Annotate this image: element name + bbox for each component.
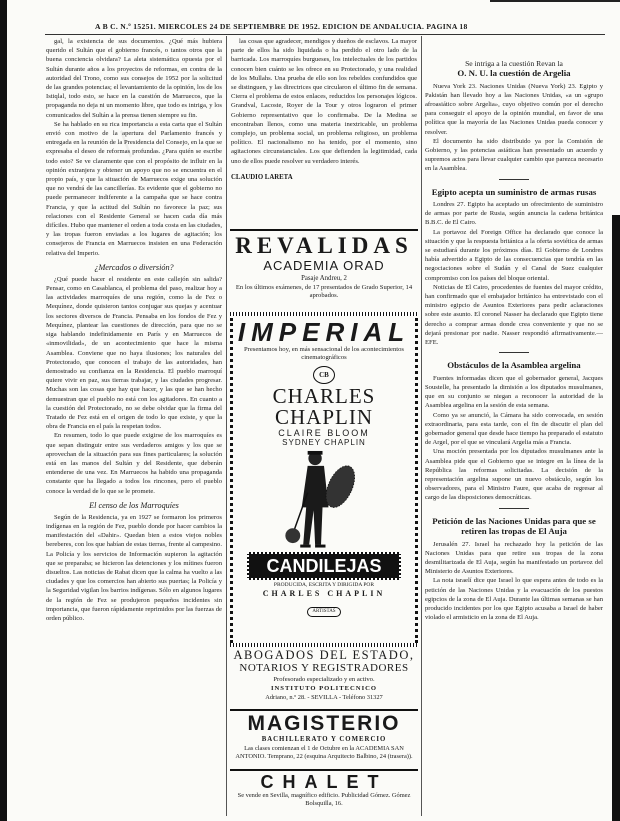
film-title: CANDILEJAS bbox=[247, 552, 401, 580]
middle-article bbox=[231, 37, 417, 225]
distributor-badge: ARTISTAS bbox=[307, 607, 340, 617]
paragraph: La portavoz del Foreign Office ha declarado que conoce la situación y que la respuesta británica a la oferta soviética de armas se estudiará durante los próximos días. El Gobierno de Londres había advertido a Egipto de las consecuencias que tendría en las negociaciones sobre el Sudán y el Canal de Suez cualquier compromiso con los países del bloque oriental. bbox=[425, 228, 603, 282]
paragraph: Se ha hablado en su rica importancia a esta carta que el Sultán envió con motivo de la apertura del Parlamento francés y entregada en la reunión de la Presidencia del Consejo, en la que se expresaba el deseo de reformas profundas. ¿Para quién se escribe todo esto? Se ve claramente que con el propósito de influir en la opinión extranjera y obtener un apoyo que no se encuentra en el propio país, y que la situación de Marruecos exige una solución que no vendrá de las cancillerías. Es evidente que el gobierno no puede permanecer indiferente a la campaña que se hace contra Francia, y que la actitud del Sultán no favorece la paz; sus relaciones con el Residente General se hacen cada día más difíciles. Hubo que mantener el orden a toda costa en las ciudades, y las tropas fueron enviadas a los lugares de agitación; los consejeros de Francia en Marruecos insisten en una Federación relativa del Imperio. bbox=[46, 120, 222, 257]
scan-edge-left bbox=[0, 0, 7, 821]
subheading: ¿Mercados o diversión? bbox=[94, 262, 174, 272]
scan-edge-right bbox=[612, 215, 620, 821]
credit-text: PRODUCIDA, ESCRITA Y DIRIGIDA POR bbox=[273, 582, 375, 588]
headline: Obstáculos de la Asamblea argelina bbox=[447, 360, 581, 371]
subheading: El censo de los Marroquíes bbox=[89, 500, 179, 510]
scan-edge-top bbox=[490, 0, 620, 2]
paragraph: Jerusalén 27. Israel ha rechazado hoy la petición de las Naciones Unidas para que retire sus tropas de la zona desmilitarizada de El Auja, según ha manifestado un portavoz del Ministerio de Asuntos Exteriores. bbox=[425, 540, 603, 576]
headline: Petición de las Naciones Unidas para que se retiren las tropas de El Auja bbox=[432, 515, 596, 537]
ad-address: Adriano, n.º 28. - SEVILLA - Teléfono 31327 bbox=[265, 694, 383, 701]
paragraph: Londres 27. Egipto ha aceptado un ofrecimiento de suministro de armas por parte de Rusia, según anuncia la cadena británica B.B.C. de El Cairo. bbox=[425, 201, 603, 227]
paragraph: las cosas que agradecer, mendigos y dueños de esclavos. La mayor parte de ellos ha sido liquidada o ha perdido el otro lado de la barricada. Los marroquíes burgueses, los intelectuales de los partidos conocen bien cuánto se les ofrece en su Protectorado, y una realidad de los Mullahs. Una prueba de ello son los rebeldes confundidos que se distinguen, y las directrices que circularon el último fin de semana. Cierra el problema de estos enlaces, reducidos los personajes lógicos. Grandval, Lacoste, Royer de la Tour y otros lograron el primer Gobierno representativo que lo confirmaba. De la Medina se encontraban llenos, como una materia inextricable, un problema complejo, un problema social, un problema religioso, un problema político. El nacionalismo no ha tenido, por el momento, sino agitaciones circunstanciales. Los que defienden la legitimidad, cada uno de ellos puede resolver su verdadero interés. bbox=[231, 38, 417, 165]
ad-abogados bbox=[230, 649, 418, 707]
masthead-rule bbox=[45, 34, 605, 35]
paragraph: Una moción presentada por los diputados musulmanes ante la Asamblea pide que el Gobierno que se integre en la línea de la República las reformas solicitadas. La decisión de la representación argelina supone un nuevo obstáculo, según los observadores, para el Ministro Faure, que acaba de regresar al cargo de las disposiciones democráticas. bbox=[425, 448, 603, 502]
kicker: Se intriga a la cuestión Revan la bbox=[465, 59, 563, 68]
separator bbox=[499, 179, 529, 180]
paragraph: Nueva York 23. Naciones Unidas (Nueva York) 23. Egipto y Pakistán han llevado hoy a las Naciones Unidas, «a un «grupo afroasiático sobre Argelia», cuyo objetivo común por el derecho para conseguir el apoyo de la opinión mundial, en favor de una política que la mayoría de las Naciones Unidas pueda conocer y resolver. bbox=[425, 82, 603, 136]
paragraph: Según de la Residencia, ya en 1927 se formaron los primeros indígenas en la región de Fez, pueblo donde por hacer cambios la manifestación del «Dahir». Quedan bien a estos viejos nobles bereberes, con los que habían de estas tierras, frente al campesino. La Policía y los servicios de Información supieron la agitación que se preparaba; se hicieron las detenciones y los mítines fueron disueltos. Las noticias de Rabat dicen que la calma ha vuelto a las ciudades y que los comercios han abierto sus puertas; la Policía y la Seguridad vigilan los barrios indígenas. Sólo en algunos lugares de la región de Fez se produjeron pequeños incidentes sin importancia, que fueron rápidamente reprimidos por las fuerzas de orden público. bbox=[46, 513, 222, 622]
ad-text: En los últimos exámenes, de 17 presentados de Grado Superior, 14 aprobados. bbox=[235, 284, 413, 299]
institute-name: INSTITUTO POLITECNICO bbox=[270, 685, 378, 692]
ad-revalidas bbox=[230, 234, 418, 310]
costar-name: SYDNEY CHAPLIN bbox=[282, 438, 366, 447]
ad-rule bbox=[230, 769, 418, 771]
paragraph: Fuentes informadas dicen que el gobernador general, Jacques Soustelle, ha presentado la dimisión a los diputados musulmanes, que en su conjunto se niegan a reconocer la autoridad de la Asamblea argelina en la sesión de esta semana. bbox=[425, 374, 603, 410]
watermark: / bbox=[106, 122, 145, 165]
paragraph: En resumen, todo lo que puede exigirse de los marroquíes es que sepan distinguir entre sus verdaderos amigos y los que se aprovechan de la situación para sus fines particulares; la solución está en las manos del Sultán y del Residente, que deberán entenderse de una vez. En Marruecos ha habido una propaganda constante que ha llegado a todos los rincones, pero el pueblo conoce la verdad de lo que se le promete. bbox=[46, 432, 222, 495]
cinema-name: IMPERIAL bbox=[237, 318, 411, 347]
paragraph: El documento ha sido distribuido ya por la Comisión de Gobierno, y las potencias asiáticas han presentado un acuerdo y supremos actos para llevar cualquier cambio que parezca necesario en la Asamblea. bbox=[425, 137, 603, 173]
separator bbox=[499, 508, 529, 509]
author-signature: CLAUDIO LARETA bbox=[231, 173, 293, 181]
chaplin-illustration bbox=[278, 448, 370, 552]
column-divider bbox=[226, 36, 227, 816]
left-column bbox=[46, 37, 222, 815]
paragraph: La nota israelí dice que Israel lo que espera antes de todo es la petición de las Naciones Unidas y la evacuación de los puestos egipcios de la zona de El Auja. Durante las últimas semanas se han producido incidentes por los que Egipto acusaba a Israel de haber violado el armisticio en la zona de El Auja. bbox=[425, 577, 603, 622]
director-name: CHARLES CHAPLIN bbox=[262, 589, 386, 598]
paragraph: ¿Qué puede hacer el residente en este callejón sin salida? Pensar, como en Casablanca, el problema del paso, realizar hoy a las actividades marroquíes de una región, como la de Fez o Mequínez, donde quisieron tantos conjugar sus quejas y acentuar los sectores diversos de Francia. Pensaba en los fondos de Fez y Mequínez, plantear las cuestiones de dirección, para que no se siga hablando indefinidamente en París y en Marruecos de «inmovilidad», de un acontecimiento que hace la misma Asamblea. Conviene que no haya ilusiones; los naturales del Protectorado, que conocen el trabajo de las autoridades, han demostrado su confianza en la Residencia. El pueblo marroquí quiere vivir en paz, sus tierras trabajar, y las ciudades progresar. Muchas son las cosas que hay que hacer, y las que se han hecho demuestran que el pueblo no está con los agitadores. En cuanto a la cuestión del Protectorado, no se debe olvidar que la firma del Tratado de Fez está en el origen de todo lo que existe, y que la obra de Francia en el país la respetan todos. bbox=[46, 275, 222, 431]
ad-border bbox=[230, 643, 418, 647]
ad-rule bbox=[230, 709, 418, 711]
paragraph: Como ya se anunció, la Cámara ha sido convocada, en sesión extraordinaria, para esta tarde, con el fin de discutir el plan del gobernador general que desde hace tiempo ha preparado el estatuto de Argel, por el que se vinculará Argelia más a Francia. bbox=[425, 411, 603, 447]
ad-rule bbox=[230, 229, 418, 231]
page-masthead: A B C. N.º 15251. MIERCOLES 24 DE SEPTIEMBRE DE 1952. EDICION DE ANDALUCIA. PAGINA 18 bbox=[95, 22, 468, 31]
ad-title: ABOGADOS DEL ESTADO, bbox=[233, 649, 415, 662]
separator bbox=[499, 352, 529, 353]
headline: O. N. U. la cuestión de Argelia bbox=[457, 68, 571, 78]
paragraph: Noticias de El Cairo, procedentes de fuentes del mayor crédito, han confirmado que el embajador británico ha entrevistado con el ministro egipcio de Asuntos Exteriores para pedir aclaraciones sobre este asunto. El coronel Nasser ha declarado que Egipto tiene derecho a comprar armas donde crea conveniente y que no se dejará presionar por nadie. Nasser respondió afirmativamente.—EFE. bbox=[425, 283, 603, 347]
column-divider bbox=[421, 36, 422, 816]
studio-logo: CB bbox=[313, 366, 335, 384]
ad-text: Se vende en Sevilla, magnífico edificio. Publicidad Gómez. Gómez Bolsquilla, 16. bbox=[237, 792, 411, 807]
headline: Egipto acepta un suministro de armas rusas bbox=[431, 186, 597, 197]
ad-title: MAGISTERIO bbox=[247, 712, 401, 735]
ad-title: CHALET bbox=[260, 772, 388, 792]
ad-title: REVALIDAS bbox=[235, 234, 413, 258]
ad-title: NOTARIOS Y REGISTRADORES bbox=[239, 662, 409, 674]
ad-imperial bbox=[230, 318, 418, 643]
paragraph: gal, la existencia de sus documentos. ¿Qué más hubiera querido el Sultán que el gobierno francés, o tantos otros que la buena conciencia olvidara? La aleta sistemática opuesta por el Sultán durante años a los proyectos de reformas, en contra de la autoridad del Trono, como sus consejos de 1952 por la solicitud de las grandes potencias; el levantamiento de la opinión, los de los Istiqlal, todo esto, se hace en la cuestión de Marruecos, que la propaganda no deja ni un momento libre, que todo es intriga, y los comunicados del Sultán a la prensa tienen siempre su fin. bbox=[46, 38, 222, 119]
ad-chalet bbox=[230, 772, 418, 808]
ad-border bbox=[230, 312, 418, 316]
ad-text: Profesorado especializado y en activo. bbox=[273, 676, 375, 683]
ad-academy: ACADEMIA ORAD bbox=[263, 258, 385, 273]
ad-subtitle: BACHILLERATO Y COMERCIO bbox=[261, 736, 387, 743]
star-name: CHARLES CHAPLIN bbox=[272, 384, 376, 429]
ad-address: Pasaje Andreu, 2 bbox=[301, 275, 347, 282]
costar-name: CLAIRE BLOOM bbox=[278, 428, 370, 438]
ad-magisterio bbox=[230, 712, 418, 768]
ad-text: Las clases comienzan el 1 de Octubre en la ACADEMIA SAN ANTONIO. Temprano, 22 (esquina Arquitecto Balbino, 24 (trasera)). bbox=[235, 745, 413, 760]
ad-text: Presentamos hoy, en más sensacional de los acontecimientos cinematográficos bbox=[244, 346, 404, 361]
right-column bbox=[425, 37, 603, 815]
